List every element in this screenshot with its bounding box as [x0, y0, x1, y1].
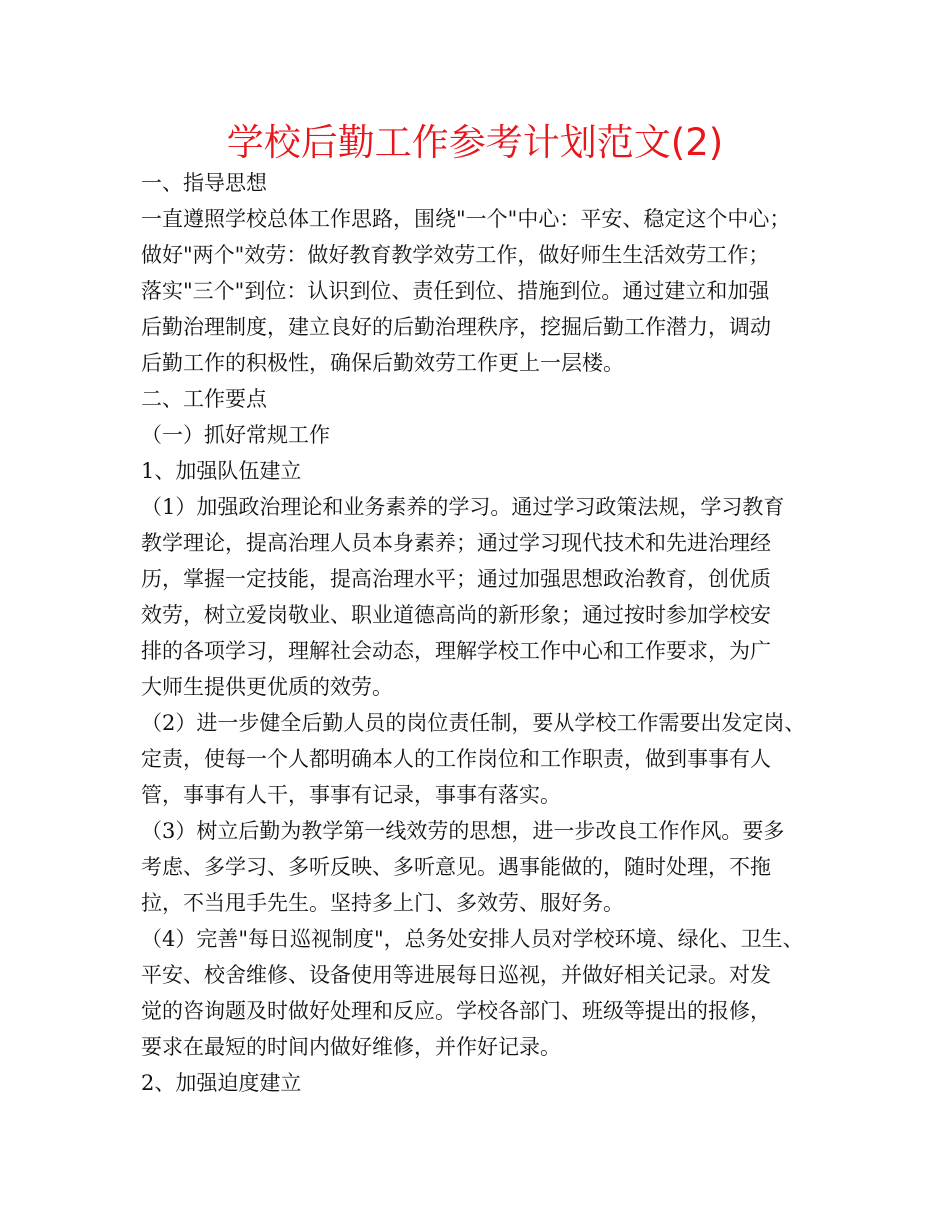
document-title: 学校后勤工作参考计划范文(2)	[226, 121, 724, 164]
paragraph-line: 拉，不当甩手先生。坚持多上门、多效劳、服好务。	[141, 891, 624, 915]
paragraph-line: 管，事事有人干，事事有记录，事事有落实。	[141, 783, 561, 807]
section-heading-work-points: 二、工作要点	[141, 387, 267, 411]
paragraph-line: 做好"两个"效劳：做好教育教学效劳工作，做好师生生活效劳工作；	[141, 243, 770, 267]
item-heading-team-building: 1、加强队伍建立	[141, 459, 302, 483]
paragraph-line: 大师生提供更优质的效劳。	[141, 675, 393, 699]
paragraph-line: 定责，使每一个人都明确本人的工作岗位和工作职责，做到事事有人	[141, 747, 771, 771]
subsection-heading-routine-work: （一）抓好常规工作	[141, 423, 330, 447]
item-heading-system-building: 2、加强迫度建立	[141, 1071, 302, 1095]
paragraph-line: 排的各项学习，理解社会动态，理解学校工作中心和工作要求，为广	[141, 639, 771, 663]
paragraph-line: 平安、校舍维修、设备使用等进展每日巡视，并做好相关记录。对发	[141, 963, 771, 987]
paragraph-line: 历，掌握一定技能，提高治理水平；通过加强思想政治教育，创优质	[141, 567, 771, 591]
paragraph-line: 考虑、多学习、多听反映、多听意见。遇事能做的，随时处理，不拖	[141, 855, 771, 879]
paragraph-line: 一直遵照学校总体工作思路，围绕"一个"中心：平安、稳定这个中心；	[141, 207, 791, 231]
paragraph-line: 落实"三个"到位：认识到位、责任到位、措施到位。通过建立和加强	[141, 279, 770, 303]
paragraph-line: （4）完善"每日巡视制度"，总务处安排人员对学校环境、绿化、卫生、	[141, 927, 804, 951]
paragraph-line: 教学理论，提高治理人员本身素养；通过学习现代技术和先进治理经	[141, 531, 771, 555]
paragraph-line: 效劳，树立爱岗敬业、职业道德高尚的新形象；通过按时参加学校安	[141, 603, 771, 627]
paragraph-line: （1）加强政治理论和业务素养的学习。通过学习政策法规，学习教育	[141, 495, 785, 519]
section-heading-guiding-thought: 一、指导思想	[141, 171, 267, 195]
paragraph-line: （2）进一步健全后勤人员的岗位责任制，要从学校工作需要出发定岗、	[141, 711, 806, 735]
paragraph-line: 要求在最短的时间内做好维修，并作好记录。	[141, 1035, 561, 1059]
paragraph-line: 觉的咨询题及时做好处理和反应。学校各部门、班级等提出的报修，	[141, 999, 771, 1023]
paragraph-line: （3）树立后勤为教学第一线效劳的思想，进一步改良工作作风。要多	[141, 819, 785, 843]
paragraph-line: 后勤工作的积极性，确保后勤效劳工作更上一层楼。	[141, 351, 624, 375]
paragraph-line: 后勤治理制度，建立良好的后勤治理秩序，挖掘后勤工作潜力，调动	[141, 315, 771, 339]
document-body	[141, 165, 841, 1101]
